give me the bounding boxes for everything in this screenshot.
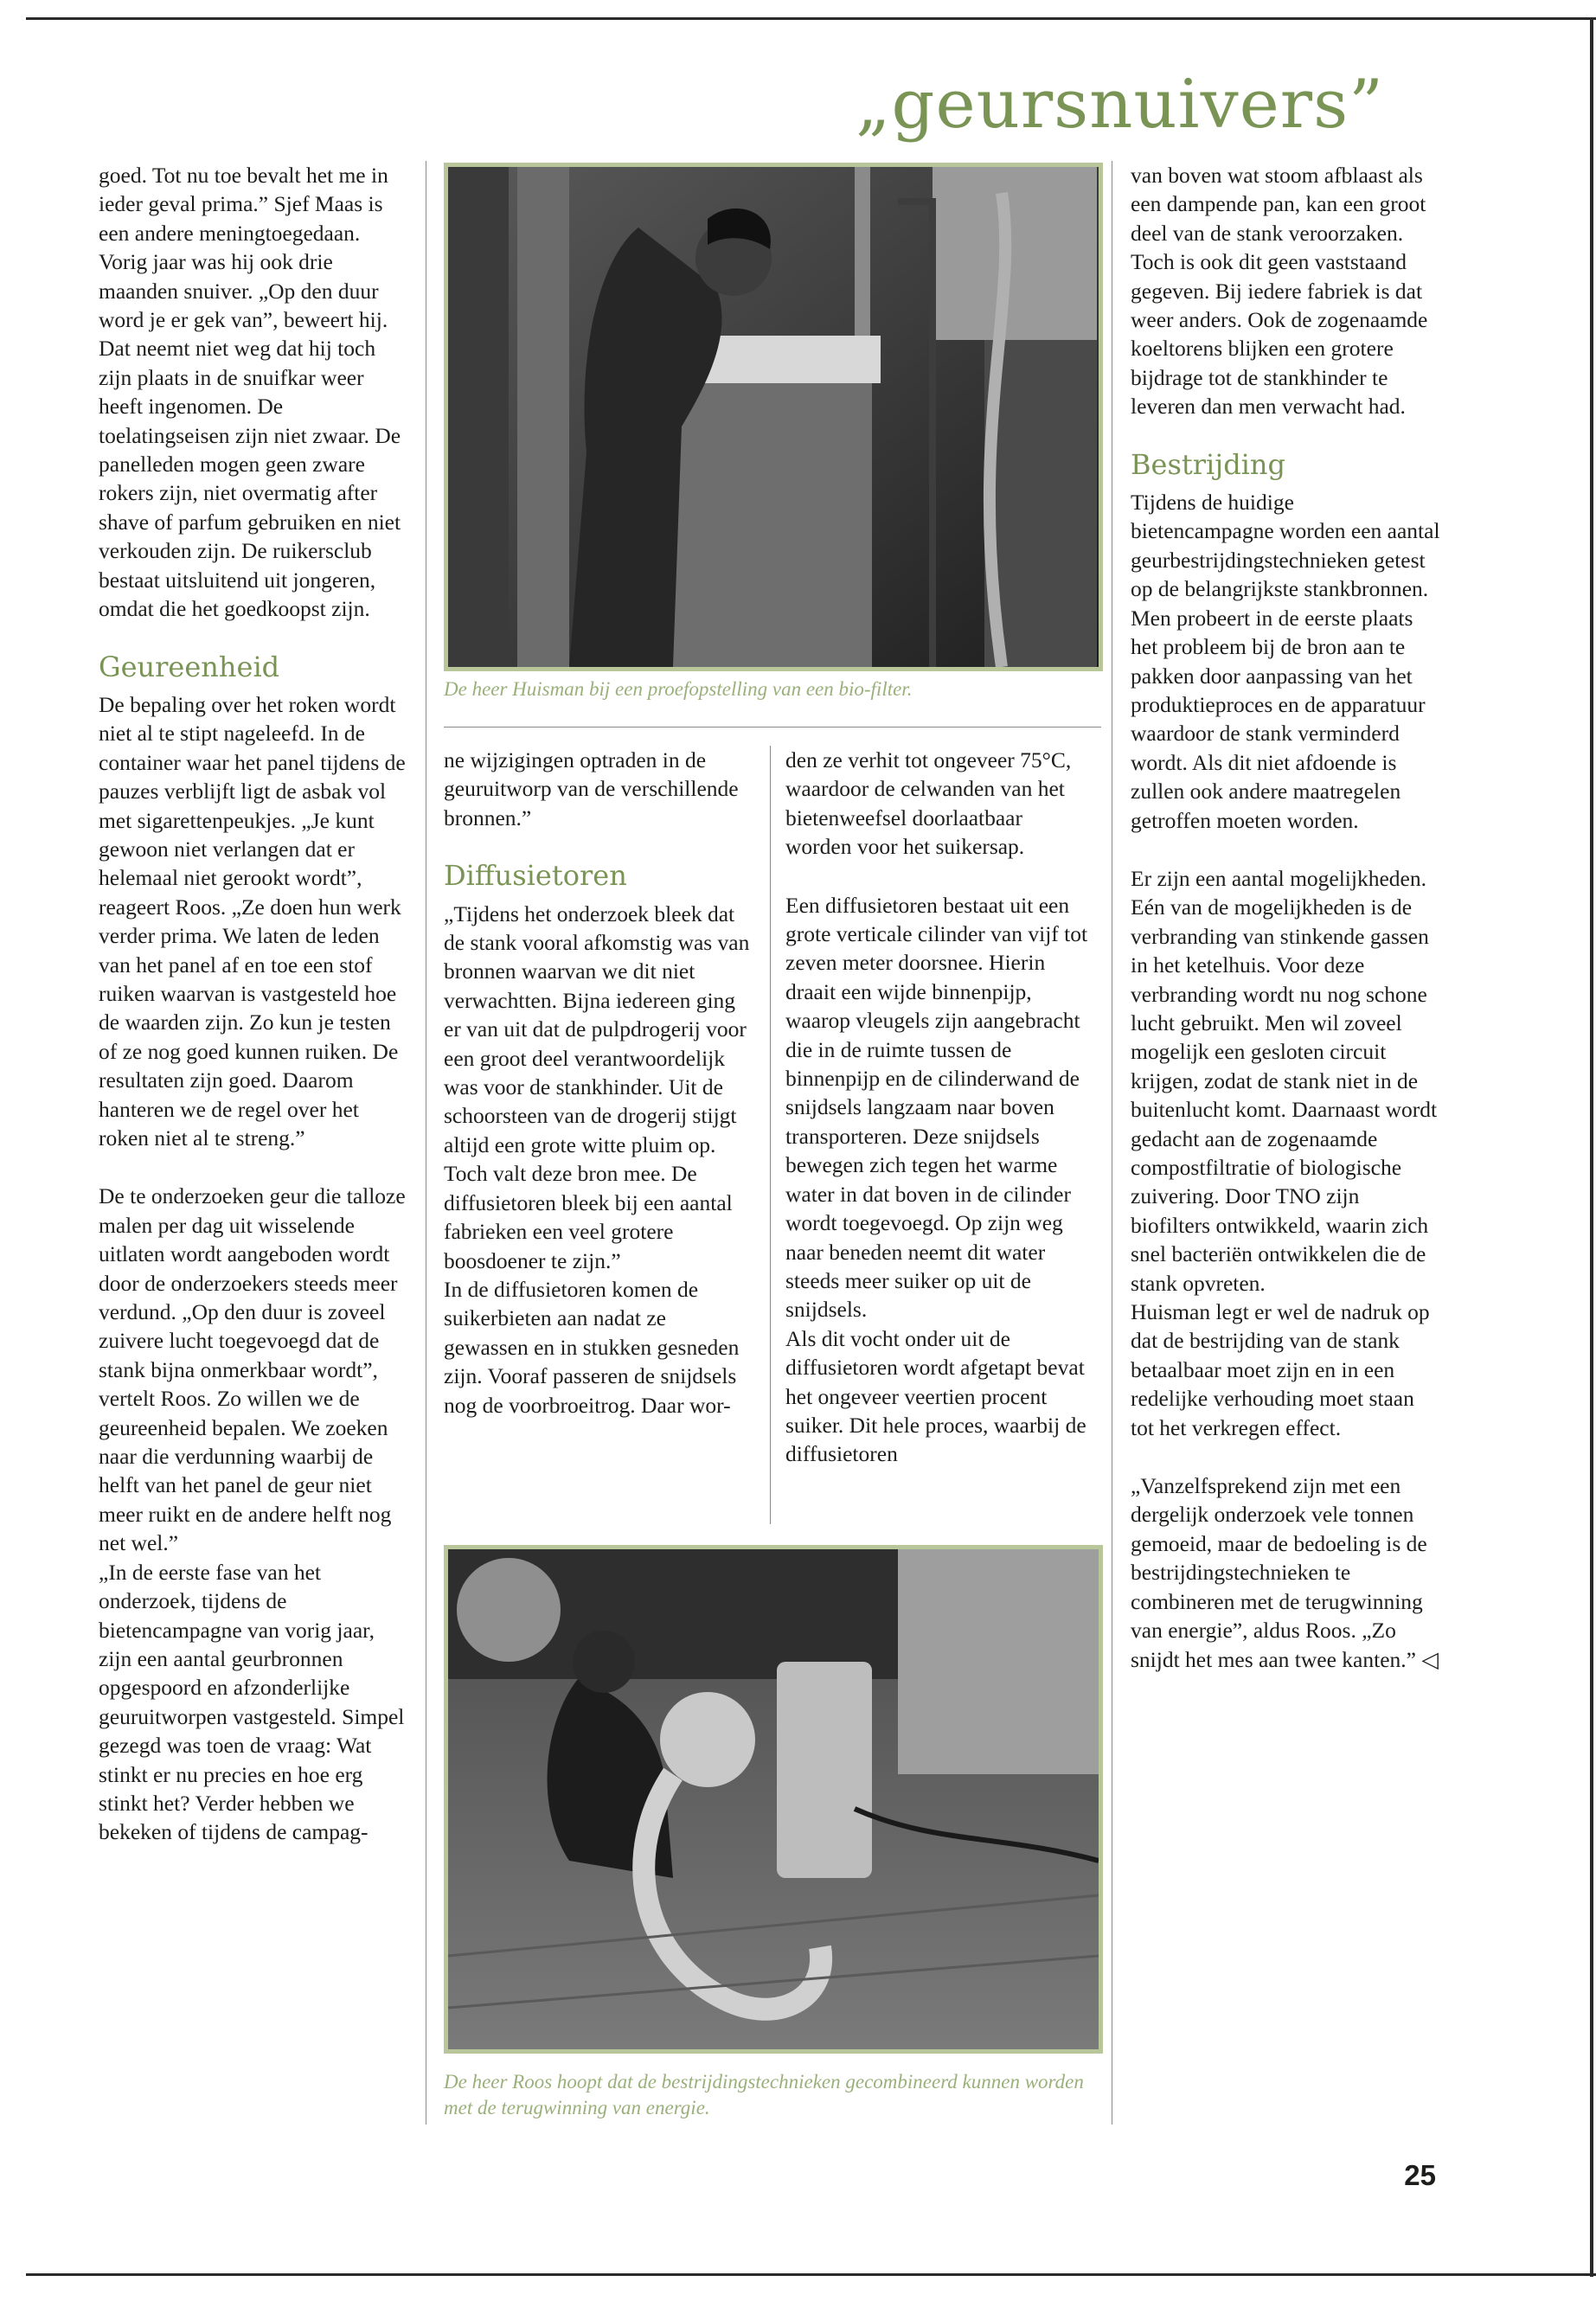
col3-paragraph: Een diffusietoren bestaat uit een grote verticale cilinder van vijf tot zeven meter doorsnee. Hierin draait een wijde binnenpijp, waarop vleugels zijn aangebracht die in de ruimte tussen de binnenpijp en de cilinderwand de snijdsels langzaam naar boven transporteren. Deze snijdsels bewegen zich tegen het warme water in dat boven in de cilinder wordt toegevoegd. Op zijn weg naar beneden neemt dit water steeds meer suiker op uit de snijdsels.: [785, 892, 1088, 1323]
col1-paragraph: De te onderzoeken geur die talloze malen per dag uit wisselende uitlaten wordt aangeboden wordt door de onderzoekers steeds meer verdund. „Op den duur is zoveel zuivere lucht toegevoegd dat de stank bijna onmerkbaar wordt”, vertelt Roos. Zo willen we de geureenheid bepalen. We zoeken naar die verdunning waarbij de helft van het panel de geur niet meer ruikt en de andere helft nog net wel.”: [99, 1183, 406, 1556]
right-edge: [1590, 17, 1593, 2277]
col4-paragraph: Huisman legt er wel de nadruk op dat de bestrijding van de stank betaalbaar moet zijn en in een redelijke verhouding moet staan tot het verkregen effect.: [1131, 1299, 1430, 1440]
column-divider: [770, 746, 771, 1524]
col4-paragraph: van boven wat stoom afblaast als een dampende pan, kan een groot deel van de stank veroorzaken. Toch is ook dit geen vaststaand gegeven. Bij iedere fabriek is dat weer anders. Ook de zogenaamde koeltorens blijken een grotere bijdrage tot de stankhinder te leveren dan men verwacht had.: [1131, 163, 1428, 420]
top-rule: [26, 17, 1596, 20]
col2-paragraph: ne wijzigingen optraden in de geuruitworp van de verschillende bronnen.”: [444, 747, 739, 830]
section-heading-bestrijding: Bestrijding: [1131, 447, 1285, 481]
photo-diffusion-equipment: [444, 1545, 1103, 2054]
col2-paragraph: In de diffusietoren komen de suikerbieten aan nadat ze gewassen en in stukken gesneden zijn. Vooraf passeren de snijdsels nog de voorbroeitrog. Daar wor-: [444, 1276, 740, 1418]
headline: „geursnuivers”: [856, 66, 1384, 144]
column-1: [99, 161, 410, 1876]
caption-top-photo: De heer Huisman bij een proefopstelling van een bio-filter.: [444, 678, 913, 700]
col4-paragraph: Tijdens de huidige bietencampagne worden een aantal geurbestrijdingstechnieken getest op de belangrijkste stankbronnen. Men probeert in de eerste plaats het probleem bij de bron aan te pakken door aanpassing van het produktieproces en de apparatuur waardoor de stank verminderd wordt. Als dit niet afdoende is zullen ook andere maatregelen getroffen moeten worden.: [1131, 490, 1440, 833]
col4-paragraph: Er zijn een aantal mogelijkheden. Eén van de mogelijkheden is de verbranding van stinkende gassen in het ketelhuis. Voor deze verbranding wordt nu nog schone lucht gebruikt. Men wil zoveel mogelijk een gesloten circuit krijgen, zodat de stank niet in de buitenlucht komt. Daarnaast wordt gedacht aan de zogenaamde compostfiltratie of biologische zuivering. Door TNO zijn biofilters ontwikkeld, waarin zich snel bacteriën ontwikkelen die de stank opvreten.: [1131, 865, 1438, 1296]
section-heading-geureenheid: Geureenheid: [99, 650, 280, 683]
col1-paragraph: De bepaling over het roken wordt niet al te stipt nageleefd. In de container waar het panel tijdens de pauzes verblijft ligt de asbak vol met sigarettenpeukjes. „Je kunt gewoon niet verlangen dat er helemaal niet gerookt wordt”, reageert Roos. „Ze doen hun werk verder prima. We laten de leden van het panel af en toe een stof ruiken waarvan is vastgesteld hoe de waarden zijn. Zo kun je testen of ze nog goed kunnen ruiken. De resultaten zijn goed. Daarom hanteren we de regel over het roken niet al te streng.”: [99, 691, 406, 1150]
caption-bottom-photo: De heer Roos hoopt dat de bestrijdingstechnieken gecombineerd kunnen worden met de terugwinning van energie.: [444, 2071, 1084, 2118]
page-number: 25: [1404, 2159, 1436, 2191]
photo-biofilter-image: [448, 167, 1099, 667]
column-2: [444, 746, 755, 1449]
col1-paragraph: goed. Tot nu toe bevalt het me in ieder geval prima.” Sjef Maas is een andere meningtoegedaan. Vorig jaar was hij ook drie maanden snuiver. „Op den duur word je er gek van”, beweert hij. Dat neemt niet weg dat hij toch zijn plaats in de snuifkar weer heeft ingenomen. De toelatingseisen zijn niet zwaar. De panelleden mogen geen zware rokers zijn, niet overmatig after shave of parfum gebruiken en niet verkouden zijn. De ruikersclub bestaat uitsluitend uit jongeren, omdat die het goedkoopst zijn.: [99, 163, 401, 622]
col2-paragraph: „Tijdens het onderzoek bleek dat de stank vooral afkomstig was van bronnen waarvan we dit niet verwachtten. Bijna iedereen ging er van uit dat de pulpdrogerij voor een groot deel verantwoordelijk was voor de stankhinder. Uit de schoorsteen van de drogerij stijgt altijd een grote witte pluim op. Toch valt deze bron mee. De diffusietoren bleek bij een aantal fabrieken een veel grotere boosdoener te zijn.”: [444, 901, 750, 1273]
col3-paragraph: Als dit vocht onder uit de diffusietoren wordt afgetapt bevat het ongeveer veertien procent suiker. Dit hele proces, waarbij de diffusietoren: [785, 1325, 1086, 1467]
section-heading-diffusietoren: Diffusietoren: [444, 859, 627, 893]
photo-diffusion-equipment-image: [448, 1549, 1099, 2049]
col4-paragraph: „Vanzelfsprekend zijn met een dergelijk onderzoek vele tonnen gemoeid, maar de bedoeling is de bestrijdingstechnieken te combineren met de terugwinning van energie”, aldus Roos. „Zo snijdt het mes aan twee kanten.” ◁: [1131, 1473, 1439, 1672]
col3-paragraph: den ze verhit tot ongeveer 75°C, waardoor de celwanden van het bietenweefsel doorlaatbaar worden voor het suikersap.: [785, 747, 1072, 860]
bottom-rule: [26, 2273, 1596, 2276]
column-3: [785, 746, 1093, 1498]
photo-biofilter: [444, 163, 1103, 671]
col1-paragraph: „In de eerste fase van het onderzoek, tijdens de bietencampagne van vorig jaar, zijn een aantal geurbronnen opgespoord en afzonderlijke geuruitworpen vastgesteld. Simpel gezegd was toen de vraag: Wat stinkt er nu precies en hoe erg stinkt het? Verder hebben we bekeken of tijdens de campag-: [99, 1559, 405, 1845]
column-4: [1131, 161, 1442, 1703]
